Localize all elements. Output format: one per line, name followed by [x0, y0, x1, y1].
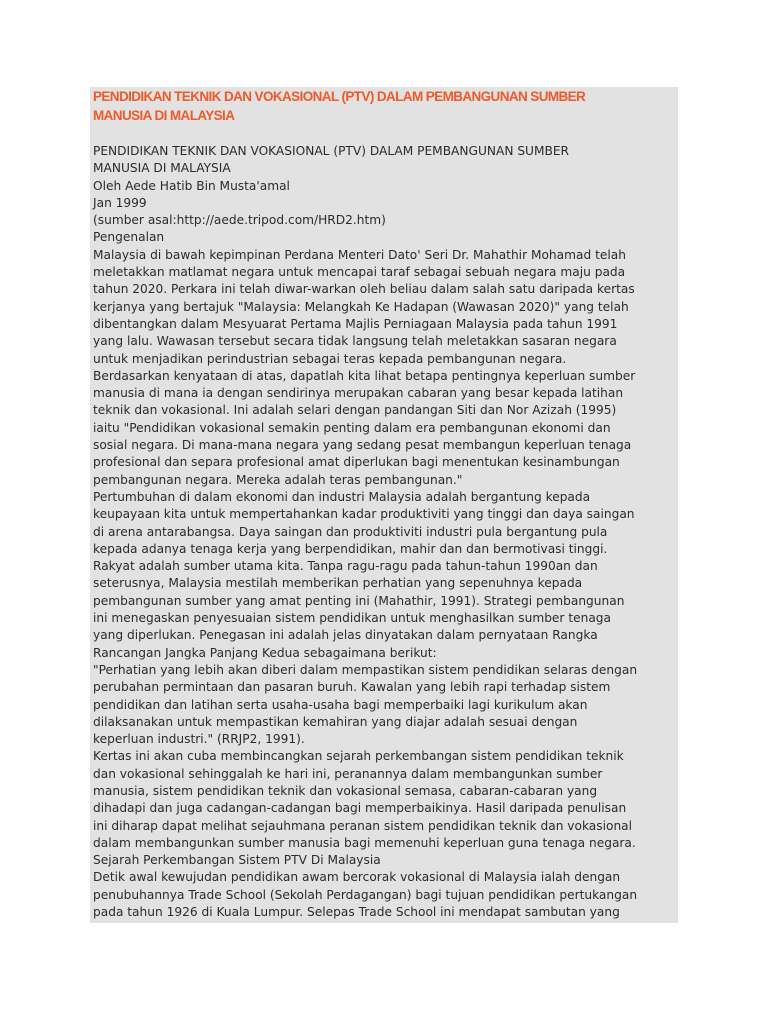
text-line: iaitu "Pendidikan vokasional semakin penting dalam era pembangunan ekonomi dan: [93, 420, 611, 435]
text-line: ini diharap dapat melihat sejauhmana peranan sistem pendidikan teknik dan vokasional: [93, 818, 633, 833]
text-line: Pertumbuhan di dalam ekonomi dan industri Malaysia adalah bergantung kepada: [93, 489, 591, 504]
text-line: meletakkan matlamat negara untuk mencapai taraf sebagai sebuah negara maju pada: [93, 265, 626, 280]
text-line: Oleh Aede Hatib Bin Musta'amal: [93, 178, 290, 193]
text-line: Rakyat adalah sumber utama kita. Tanpa ragu-ragu pada tahun-tahun 1990an dan: [93, 559, 598, 574]
text-line: teknik dan vokasional. Ini adalah selari dengan pandangan Siti dan Nor Azizah (1995): [93, 403, 617, 418]
text-line: tahun 2020. Perkara ini telah diwar-warkan oleh beliau dalam salah satu daripada kertas: [93, 282, 635, 297]
text-line: pendidikan dan latihan serta usaha-usaha bagi memperbaiki lagi kurikulum akan: [93, 697, 588, 712]
text-line: seterusnya, Malaysia mestilah memberikan perhatian yang sepenuhnya kepada: [93, 576, 583, 591]
text-line: sosial negara. Di mana-mana negara yang sedang pesat membangun keperluan tenaga: [93, 438, 632, 453]
text-line: manusia, sistem pendidikan teknik dan vokasional semasa, cabaran-cabaran yang: [93, 783, 598, 798]
text-line: Berdasarkan kenyataan di atas, dapatlah kita lihat betapa pentingnya keperluan sumber: [93, 368, 636, 383]
text-line: dibentangkan dalam Mesyuarat Pertama Majlis Perniagaan Malaysia pada tahun 1991: [93, 316, 618, 331]
text-line: "Perhatian yang lebih akan diberi dalam mempastikan sistem pendidikan selaras dengan: [93, 662, 638, 677]
text-line: di arena antarabangsa. Daya saingan dan produktiviti industri pula bergantung pula: [93, 524, 608, 539]
text-line: PENDIDIKAN TEKNIK DAN VOKASIONAL (PTV) DALAM PEMBANGUNAN SUMBER: [93, 144, 570, 158]
text-line: Malaysia di bawah kepimpinan Perdana Menteri Dato' Seri Dr. Mahathir Mohamad telah: [93, 247, 626, 262]
text-line: dalam membangunkan sumber manusia bagi memenuhi keperluan guna tenaga negara.: [93, 835, 636, 850]
text-line: dilaksanakan untuk mempastikan kemahiran yang diajar adalah sesuai dengan: [93, 714, 578, 729]
text-line: (sumber asal:http://aede.tripod.com/HRD2.htm): [93, 213, 386, 228]
document-page: [90, 87, 678, 923]
text-line: dan vokasional sehinggalah ke hari ini, peranannya dalam membangunkan sumber: [93, 766, 603, 781]
text-line: dihadapi dan juga cadangan-cadangan bagi memperbaikinya. Hasil daripada penulisan: [93, 801, 627, 816]
text-line: keupayaan kita untuk mempertahankan kadar produktiviti yang tinggi dan daya saingan: [93, 507, 635, 522]
text-line: Sejarah Perkembangan Sistem PTV Di Malaysia: [93, 853, 381, 868]
text-line: penubuhannya Trade School (Sekolah Perdagangan) bagi tujuan pendidikan pertukangan: [93, 887, 638, 902]
text-line: pembangunan sumber yang amat penting ini (Mahathir, 1991). Strategi pembangunan: [93, 593, 625, 608]
text-line: Detik awal kewujudan pendidikan awam bercorak vokasional di Malaysia ialah dengan: [93, 870, 621, 885]
text-line: perubahan permintaan dan pasaran buruh. Kawalan yang lebih rapi terhadap sistem: [93, 680, 611, 695]
text-line: yang lalu. Wawasan tersebut secara tidak langsung telah meletakkan sasaran negara: [93, 334, 617, 349]
title-line: MANUSIA DI MALAYSIA: [93, 108, 235, 123]
text-line: Jan 1999: [93, 195, 147, 210]
text-line: yang diperlukan. Penegasan ini adalah jelas dinyatakan dalam pernyataan Rangka: [93, 628, 598, 643]
text-line: manusia di mana ia dengan sendirinya merupakan cabaran yang besar kepada latihan: [93, 386, 624, 401]
text-line: keperluan industri." (RRJP2, 1991).: [93, 732, 305, 747]
text-line: untuk menjadikan perindustrian sebagai teras kepada pembangunan negara.: [93, 351, 567, 366]
text-line: profesional dan separa profesional amat diperlukan bagi menentukan kesinambungan: [93, 455, 620, 470]
text-line: MANUSIA DI MALAYSIA: [93, 161, 231, 176]
text-line: kerjanya yang bertajuk "Malaysia: Melangkah Ke Hadapan (Wawasan 2020)" yang telah: [93, 299, 629, 314]
text-line: Rancangan Jangka Panjang Kedua sebagaimana berikut:: [93, 645, 437, 660]
text-line: ini menegaskan penyesuaian sistem pendidikan untuk menghasilkan sumber tenaga: [93, 611, 611, 626]
text-line: kepada adanya tenaga kerja yang berpendidikan, mahir dan dan bermotivasi tinggi.: [93, 541, 608, 556]
text-line: pada tahun 1926 di Kuala Lumpur. Selepas Trade School ini mendapat sambutan yang: [93, 905, 620, 920]
text-line: pembangunan negara. Mereka adalah teras pembangunan.": [93, 472, 463, 487]
text-line: Kertas ini akan cuba membincangkan sejarah perkembangan sistem pendidikan teknik: [93, 749, 624, 764]
title-line: PENDIDIKAN TEKNIK DAN VOKASIONAL (PTV) DALAM PEMBANGUNAN SUMBER: [93, 89, 586, 104]
document-body: [93, 143, 678, 921]
text-line: Pengenalan: [93, 230, 165, 245]
document-title: [93, 87, 653, 125]
